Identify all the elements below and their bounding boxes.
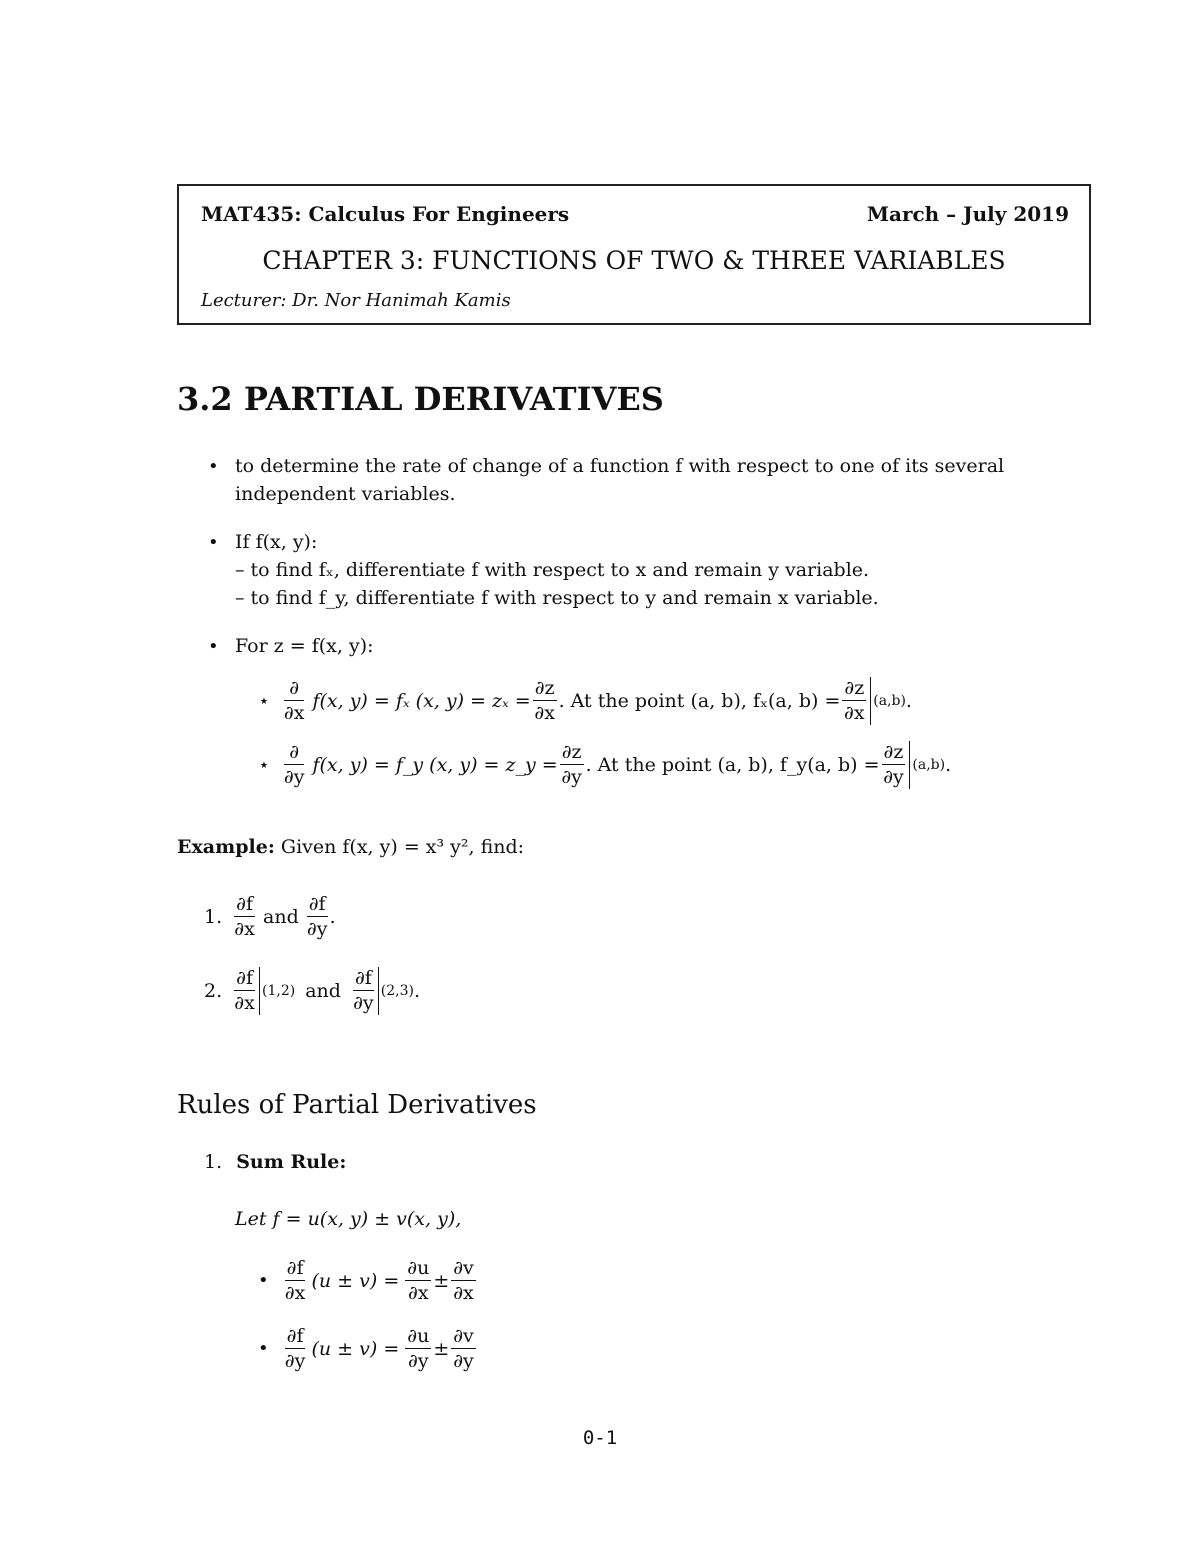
- period: .: [945, 753, 952, 776]
- eval-point: (1,2): [262, 982, 296, 999]
- fraction: $\frac{\partial v}{\partial y}$: [453, 1325, 474, 1372]
- chain-x: f(x, y) = fₓ (x, y) = zₓ =: [312, 689, 531, 712]
- bullet-dot: •: [258, 1270, 269, 1291]
- rules-title: Rules of Partial Derivatives: [177, 1090, 537, 1120]
- formula-partial-x: [258, 676, 912, 725]
- bullet1-line2: independent variables.: [235, 483, 456, 505]
- example-item-2: [204, 966, 420, 1015]
- plus-minus: ±: [433, 1269, 450, 1292]
- fraction: $\frac{\partial z}{\partial y}$: [883, 741, 904, 788]
- course-title: MAT435: Calculus For Engineers: [201, 202, 570, 226]
- bullet2-sub2: – to find f_y, differentiate f with respect to y and remain x variable.: [235, 587, 879, 609]
- eval-point: (a,b): [873, 692, 906, 709]
- fraction: $\frac{\partial z}{\partial x}$: [534, 677, 555, 724]
- page-number: 0-1: [582, 1427, 618, 1449]
- eval-bar: [378, 967, 379, 1015]
- fraction: $\frac{\partial f}{\partial y}$: [306, 893, 328, 940]
- bullet-dot: •: [258, 1338, 269, 1359]
- section-title: 3.2 PARTIAL DERIVATIVES: [177, 380, 664, 418]
- eval-point: (a,b): [912, 756, 946, 773]
- period: .: [905, 689, 912, 712]
- bullet2-heading: If f(x, y):: [235, 531, 318, 553]
- plus-minus: ±: [433, 1337, 450, 1360]
- fraction: $\frac{\partial f}{\partial y}$: [353, 967, 374, 1014]
- sum-rule-x: [258, 1256, 478, 1305]
- fraction: $\frac{\partial z}{\partial x}$: [844, 677, 865, 724]
- at-point-y: . At the point (a, b), f_y(a, b) =: [585, 753, 880, 776]
- example-statement: [177, 836, 524, 858]
- fraction: $\frac{\partial f}{\partial x}$: [284, 1257, 306, 1304]
- chapter-title: CHAPTER 3: FUNCTIONS OF TWO & THREE VARIABLES: [262, 246, 1006, 275]
- fraction: $\frac{\partial u}{\partial x}$: [407, 1257, 430, 1304]
- example-label: Example:: [177, 836, 275, 858]
- rule-name: Sum Rule:: [236, 1151, 347, 1173]
- period: .: [414, 979, 421, 1002]
- bullet3-heading: For z = f(x, y):: [235, 635, 374, 657]
- paren-expr: (u ± v) =: [311, 1269, 400, 1292]
- and-word: and: [263, 905, 299, 928]
- eval-bar: [909, 741, 910, 789]
- eval-bar: [259, 967, 260, 1015]
- fraction: $\frac{\partial u}{\partial y}$: [407, 1325, 430, 1372]
- period: .: [329, 905, 336, 928]
- fraction: $\frac{\partial}{\partial x}$: [283, 677, 305, 724]
- header-box: [177, 184, 1091, 325]
- let-statement: Let f = u(x, y) ± v(x, y),: [235, 1208, 462, 1230]
- paren-expr: (u ± v) =: [311, 1337, 400, 1360]
- bullet-dot: •: [208, 532, 219, 553]
- star-marker: ⋆: [258, 689, 270, 712]
- lecturer-name: Lecturer: Dr. Nor Hanimah Kamis: [201, 290, 511, 311]
- bullet2-sub1: – to find fₓ, differentiate f with respect to x and remain y variable.: [235, 559, 870, 581]
- star-marker: ⋆: [258, 753, 270, 776]
- fraction: $\frac{\partial}{\partial y}$: [283, 741, 305, 788]
- example-text: Given f(x, y) = x³ y², find:: [280, 836, 525, 858]
- at-point-x: . At the point (a, b), fₓ(a, b) =: [558, 689, 841, 712]
- sum-rule-y: [258, 1324, 478, 1373]
- example-item-1: [204, 892, 336, 941]
- eval-point: (2,3): [380, 982, 414, 999]
- item-number: 2.: [204, 979, 223, 1002]
- fraction: $\frac{\partial v}{\partial x}$: [453, 1257, 474, 1304]
- chain-y: f(x, y) = f_y (x, y) = z_y =: [312, 753, 558, 776]
- eval-bar: [870, 677, 871, 725]
- fraction: $\frac{\partial f}{\partial x}$: [234, 893, 255, 940]
- fraction: $\frac{\partial f}{\partial x}$: [234, 967, 255, 1014]
- bullet-dot: •: [208, 636, 219, 657]
- fraction: $\frac{\partial f}{\partial y}$: [284, 1325, 306, 1372]
- bullet-dot: •: [208, 456, 219, 477]
- bullet1-line1: to determine the rate of change of a function f with respect to one of its several: [235, 455, 1005, 477]
- item-number: 1.: [204, 1151, 223, 1173]
- formula-partial-y: [258, 740, 951, 789]
- rule-1-heading: [204, 1151, 346, 1173]
- and-word: and: [305, 979, 341, 1002]
- term-label: March – July 2019: [866, 202, 1069, 226]
- item-number: 1.: [204, 905, 223, 928]
- fraction: $\frac{\partial z}{\partial y}$: [561, 741, 582, 788]
